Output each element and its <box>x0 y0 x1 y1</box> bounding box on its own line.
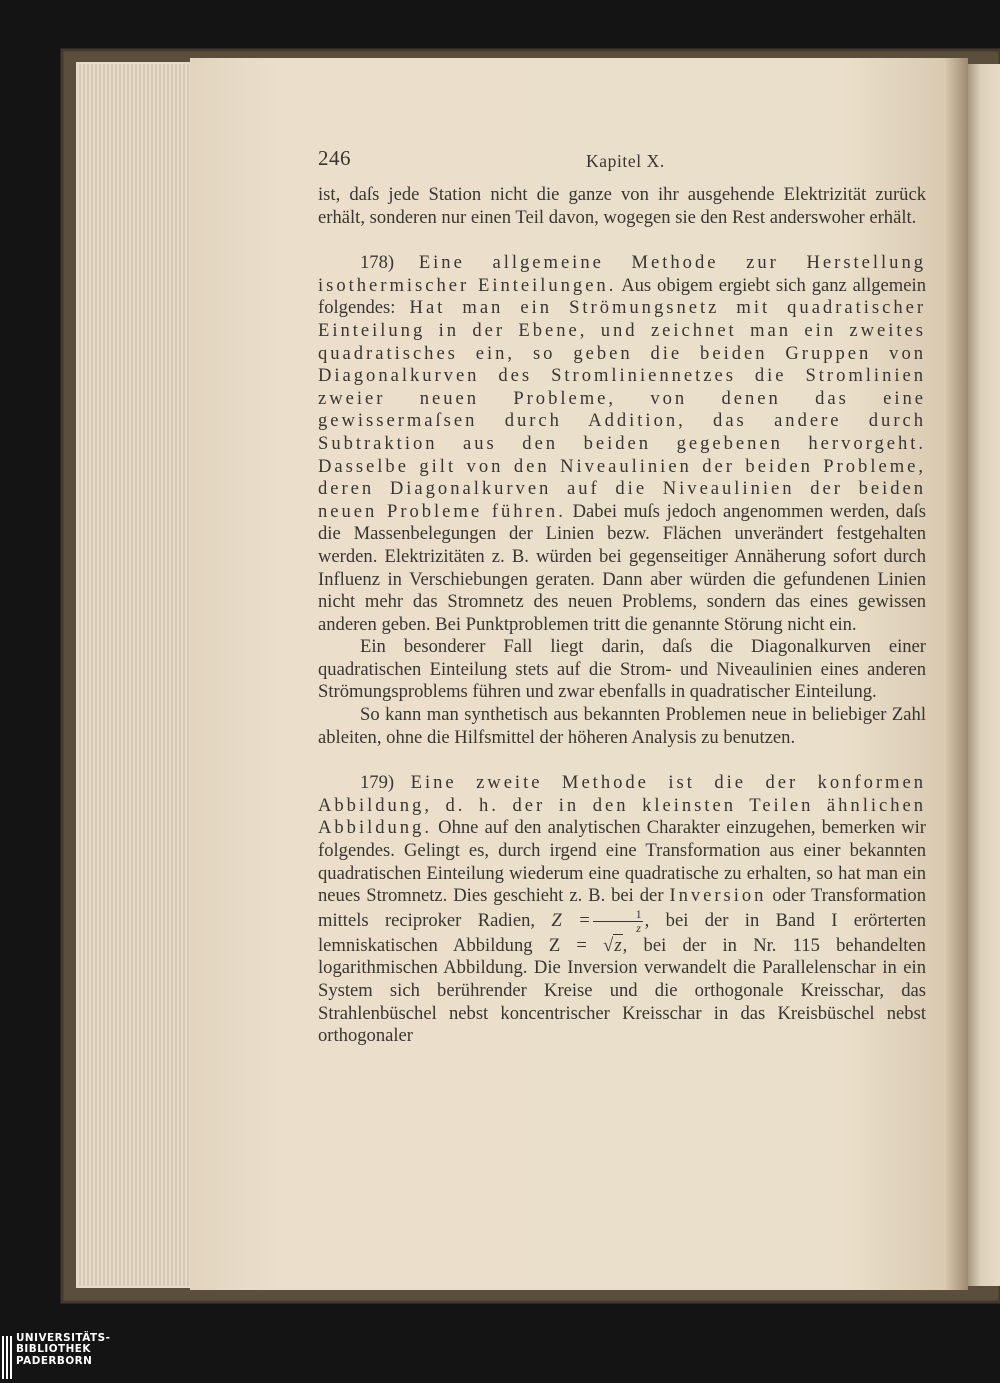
running-head <box>318 145 926 175</box>
paragraph: So kann man synthetisch aus bekannten Problemen neue in beliebiger Zahl ableiten, ohne die Hilfsmittel der höheren Analysis zu benutzen. <box>318 704 926 748</box>
equation-lhs: Z = <box>548 934 587 956</box>
intro-paragraph: ist, daſs jede Station nicht die ganze von ihr ausgehende Elektrizität zurück erhält, sonderen nur einen Teil davon, wogegen sie den Rest anderswoher erhält. <box>318 184 926 228</box>
page-text <box>318 145 926 1048</box>
section-body: bei der in Nr. 115 behandelten logarithmischen Abbildung. Die Inversion verwandelt die Parallelenschar in ein System sich berührender Kreise und die orthogonale Kreisschar, das Strahlenbüschel nebst koncentrischer Kreisschar in das Kreisbüschel nebst orthogonaler <box>318 934 926 1047</box>
section-body: Ohne auf den analytischen Charakter einzugehen, bemerken wir folgendes. Gelingt es, durch irgend eine Transformation aus einer bekannten quadratischen Einteilung wiederum eine quadratische zu erhalten, so hat man ein neues Stromnetz. Dies geschieht z. B. bei der <box>318 817 926 907</box>
library-logo-text <box>16 1333 110 1367</box>
page-edges <box>76 62 190 1288</box>
fraction-numerator: 1 <box>593 908 643 922</box>
logo-line: UNIVERSITÄTS- <box>16 1332 111 1344</box>
fraction-denominator: z <box>636 920 641 935</box>
logo-line: PADERBORN <box>16 1354 93 1367</box>
section-body-rest: Dabei muſs jedoch angenommen werden, daſs die Massenbelegungen der Linien bezw. Flächen unverändert festgehalten werden. Elektrizitäten z. B. würden bei gegenseitiger Annäherung sofort durch Influenz in Verschiebungen geraten. Dann aber würden die gefundenen Linien nicht mehr das Stromnetz des neuen Problems, sondern das eines gewissen anderen geben. Bei Punktproblemen tritt die genannte Störung nicht ein. <box>318 500 926 635</box>
section-178 <box>318 252 926 636</box>
section-heading: Eine zweite Methode ist die der konformen Abbildung, d. h. der in den kleinsten Teilen ähnlichen Abbildung. <box>318 772 926 839</box>
radical-argument: z <box>614 934 622 956</box>
chapter-title: Kapitel X. <box>586 151 665 171</box>
section-number: 178) <box>360 252 395 274</box>
section-heading: Eine allgemeine Methode zur Herstellung isothermischer Einteilungen. <box>318 252 926 296</box>
fraction <box>593 908 643 935</box>
inversion-term: Inversion <box>669 885 767 907</box>
equation-lhs: Z = <box>551 909 591 931</box>
section-body: oder Transformation mittels reciproker Radien, <box>318 885 926 931</box>
section-number: 179) <box>360 772 395 794</box>
section-body-spaced: Hat man ein Strömungsnetz mit quadratischer Einteilung in der Ebene, und zeichnet man ein zweites quadratisches ein, so geben die beiden Gruppen von Diagonalkurven des Stromliniennetzes die Stromlinien zweier neuen Probleme, von denen das eine gewissermaſsen durch Addition, das andere durch Subtraktion aus den beiden gegebenen hervorgeht. Dasselbe gilt von den Niveaulinien der beiden Probleme, deren Diagonalkurven auf die Niveaulinien der beiden neuen Probleme führen. <box>318 297 926 522</box>
punctuation: , <box>622 934 628 956</box>
page-number: 246 <box>318 146 351 170</box>
next-page-sliver <box>968 64 1000 1286</box>
section-body: Aus obigem ergiebt sich ganz allgemein folgendes: <box>318 274 926 319</box>
radical-sign: √ <box>603 934 614 956</box>
equation-lemniscatic <box>549 934 627 956</box>
equation-inversion <box>551 906 650 935</box>
logo-line: BIBLIOTHEK <box>16 1343 91 1356</box>
section-179 <box>318 772 926 1048</box>
paragraph: Ein besonderer Fall liegt darin, daſs die Diagonalkurven einer quadratischen Einteilung stets auf die Strom- und Niveaulinien eines anderen Strömungsproblems führen und zwar ebenfalls in quadratischer Einteilung. <box>318 636 926 703</box>
section-body: bei der in Band I erörterten lemniskatischen Abbildung <box>318 909 926 956</box>
punctuation: , <box>644 909 650 931</box>
